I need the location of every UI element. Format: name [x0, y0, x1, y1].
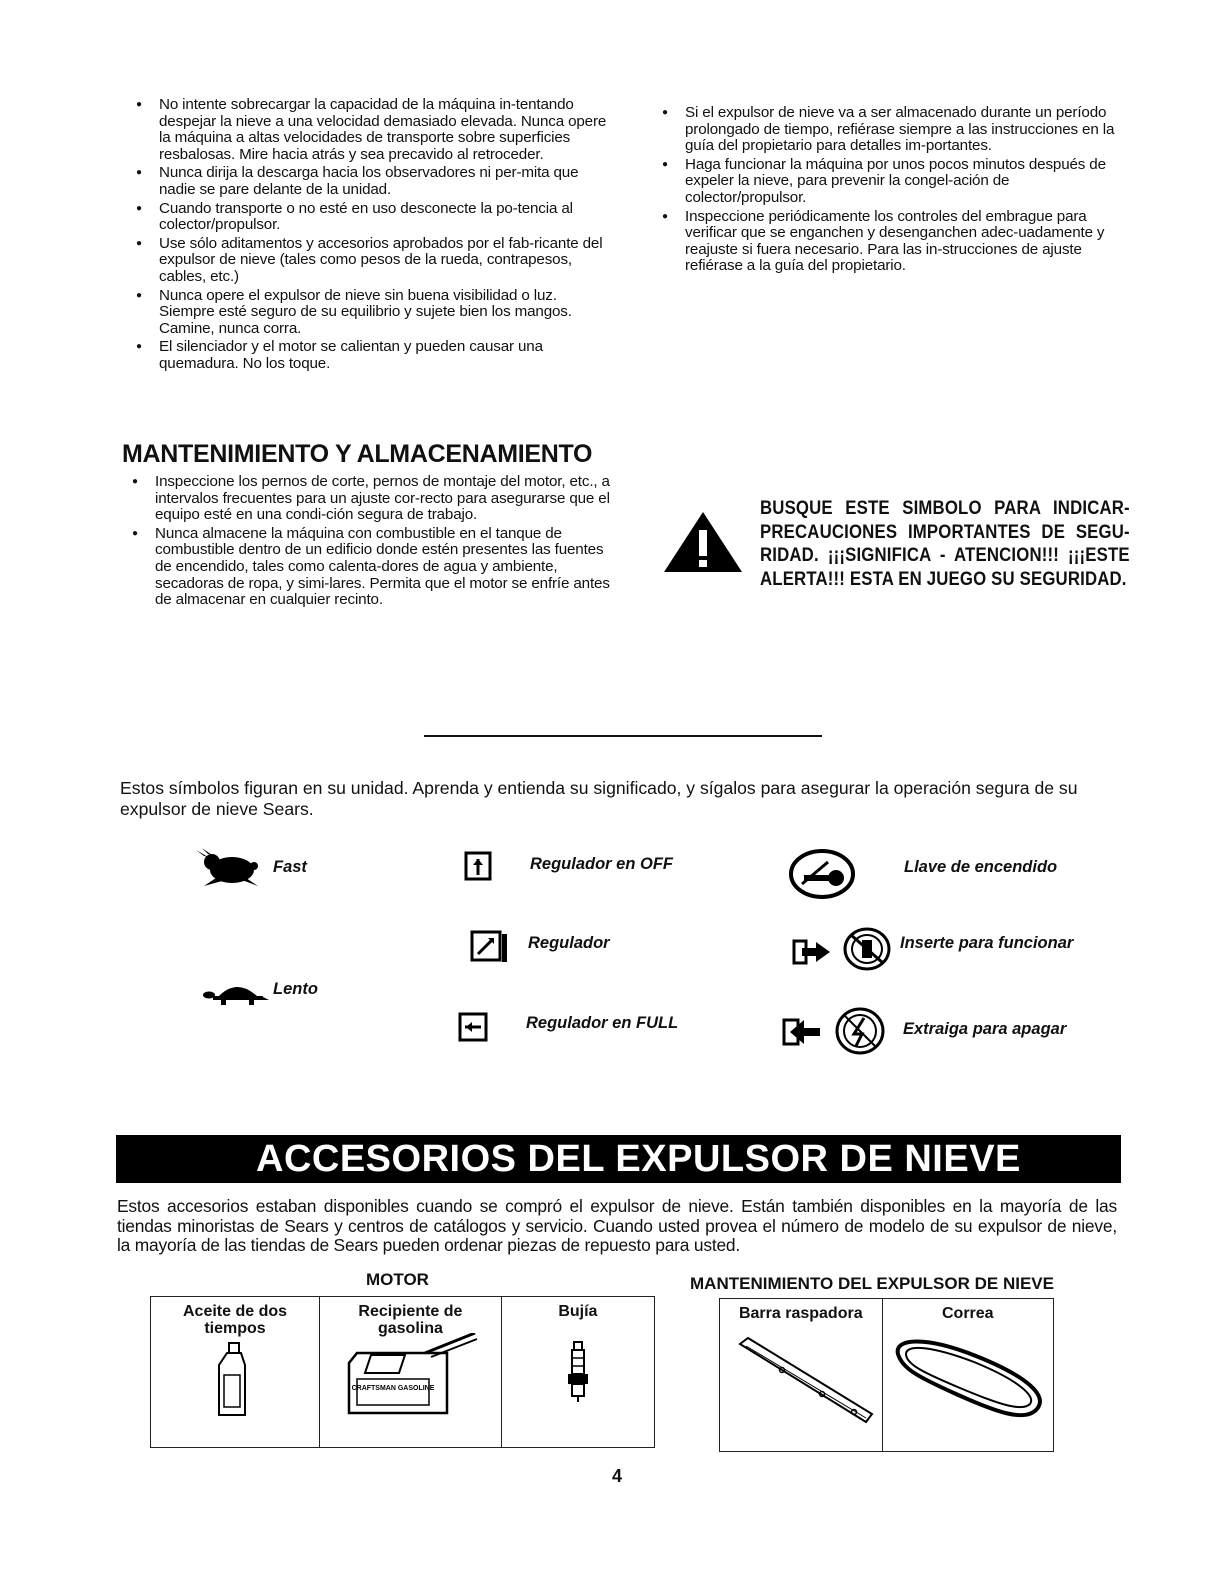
accessories-banner: ACCESORIOS DEL EXPULSOR DE NIEVE: [116, 1135, 1121, 1183]
scraper-bar-icon: [726, 1328, 876, 1428]
key-insert-icon: [842, 926, 892, 972]
list-item: ● Si el expulsor de nieve va a ser almacenado durante un período prolongado de tiempo, refiérase siempre a las instrucciones en la guía del propietario para detalles im-portantes.: [650, 105, 1130, 155]
insert-label: Inserte para funcionar: [900, 934, 1074, 952]
list-item: ● Use sólo aditamentos y accesorios aprobados por el fab-ricante del expulsor de nieve (tales como pesos de la rueda, contrapesos, cables, etc.): [124, 236, 616, 286]
list-item: ● El silenciador y el motor se calientan y pueden causar una quemadura. No los toque.: [124, 339, 616, 372]
list-item: ● Nunca opere el expulsor de nieve sin buena visibilidad o luz. Siempre esté seguro de su equilibrio y sujete bien los mangos. Camine, nunca corra.: [124, 288, 616, 338]
choke-full-label: Regulador en FULL: [526, 1014, 679, 1032]
scraper-cell: [720, 1299, 883, 1452]
safety-bullets-left: [124, 97, 616, 375]
list-item: ● Haga funcionar la máquina por unos pocos minutos después de expeler la nieve, para prevenir la congel-ación de colector/propulsor.: [650, 157, 1130, 207]
list-item: ● Cuando transporte o no esté en uso desconecte la po-tencia al colector/propulsor.: [124, 201, 616, 234]
list-item: ● Inspeccione los pernos de corte, pernos de montaje del motor, etc., a intervalos frecuentes para un ajuste cor-recto para asegurarse que el equipo esté en una condi-ción segura de trabajo.: [120, 474, 615, 524]
safety-alert-text: BUSQUE ESTE SIMBOLO PARA INDICAR-PRECAUCIONES IMPORTANTES DE SEGU-RIDAD. ¡¡¡SIGNIFICA - ATENCION!!! ¡¡¡ESTE ALERTA!!! ESTA EN JUEGO SU SEGURIDAD.: [760, 497, 1130, 590]
maintenance-accessories-table: [719, 1298, 1054, 1452]
list-item: ● No intente sobrecargar la capacidad de la máquina in-tentando despejar la nieve a una velocidad demasiado elevada. Nunca opere la máquina a altas velocidades de transporte sobre superficies resbalosas. Mire hacia atrás y sea precavido al retroceder.: [124, 97, 616, 163]
choke-label: Regulador: [528, 934, 610, 952]
list-item: ● Nunca almacene la máquina con combustible en el tanque de combustible dentro de un edificio donde estén presentes las fuentes de encendido, tales como calenta-dores de agua y ambiente, secadoras de ropa, y simi-lares. Permita que el motor se enfríe antes de almacenar en cualquier recinto.: [120, 526, 615, 609]
choke-off-label: Regulador en OFF: [530, 855, 674, 873]
divider: [424, 735, 822, 737]
spark-plug-icon: [563, 1340, 593, 1420]
maintenance-heading: MANTENIMIENTO Y ALMACENAMIENTO: [122, 440, 593, 468]
ignition-key-label: Llave de encendido: [904, 858, 1058, 876]
remove-label: Extraiga para apagar: [903, 1020, 1067, 1038]
ignition-key-icon: [788, 848, 856, 900]
belt-label: Correa: [942, 1305, 994, 1322]
choke-full-icon: [458, 1012, 488, 1042]
motor-table-title: MOTOR: [366, 1270, 429, 1289]
gas-can-cell: [320, 1297, 502, 1448]
symbols-intro: Estos símbolos figuran en su unidad. Aprenda y entienda su significado, y sígalos para asegurar la operación segura de su expulsor de nieve Sears.: [120, 778, 1078, 819]
fast-label: Fast: [273, 858, 307, 876]
belt-cell: [882, 1299, 1053, 1452]
spark-plug-cell: [501, 1297, 654, 1448]
list-item: ● Nunca dirija la descarga hacia los observadores ni per-mita que nadie se pare delante de la unidad.: [124, 165, 616, 198]
choke-off-icon: [464, 851, 492, 881]
oil-label: Aceite de dos tiempos: [183, 1303, 288, 1337]
oil-cell: [151, 1297, 320, 1448]
gas-can-label: Recipiente de gasolina: [358, 1303, 463, 1337]
key-remove-icon: [834, 1006, 886, 1056]
oil-bottle-icon: [205, 1341, 265, 1421]
gas-can-brand: CRAFTSMAN GASOLINE: [352, 1385, 435, 1392]
turtle-icon: [203, 976, 269, 1006]
belt-icon: [886, 1324, 1050, 1424]
maint-table-title: MANTENIMIENTO DEL EXPULSOR DE NIEVE: [690, 1274, 1054, 1293]
scraper-label: Barra raspadora: [738, 1305, 863, 1322]
maintenance-bullets: [120, 474, 615, 611]
list-item: ● Inspeccione periódicamente los controles del embrague para verificar que se enganchen y desenganchen adec-uadamente y reajuste si fuera necesario. Para las in-strucciones de ajuste refiérase a la guía del propietario.: [650, 209, 1130, 275]
choke-icon: [470, 930, 510, 964]
remove-arrow-icon: [782, 1016, 824, 1048]
insert-arrow-icon: [792, 937, 832, 967]
motor-accessories-table: [150, 1296, 655, 1448]
slow-label: Lento: [273, 980, 318, 998]
accessories-intro: Estos accesorios estaban disponibles cuando se compró el expulsor de nieve. Están también disponibles en la mayoría de las tiendas minoristas de Sears y centros de catálogos y servicio. Cuando usted provea el número de modelo de su expulsor de nieve, la mayoría de las tiendas de Sears pueden ordenar piezas de repuesto para usted.: [117, 1196, 1117, 1255]
page-number: 4: [612, 1466, 623, 1486]
warning-triangle-icon: [662, 510, 744, 574]
spark-plug-label: Bujía: [558, 1303, 598, 1320]
safety-bullets-right: [650, 105, 1130, 277]
gas-can-icon: [335, 1333, 485, 1417]
rabbit-icon: [196, 848, 262, 888]
